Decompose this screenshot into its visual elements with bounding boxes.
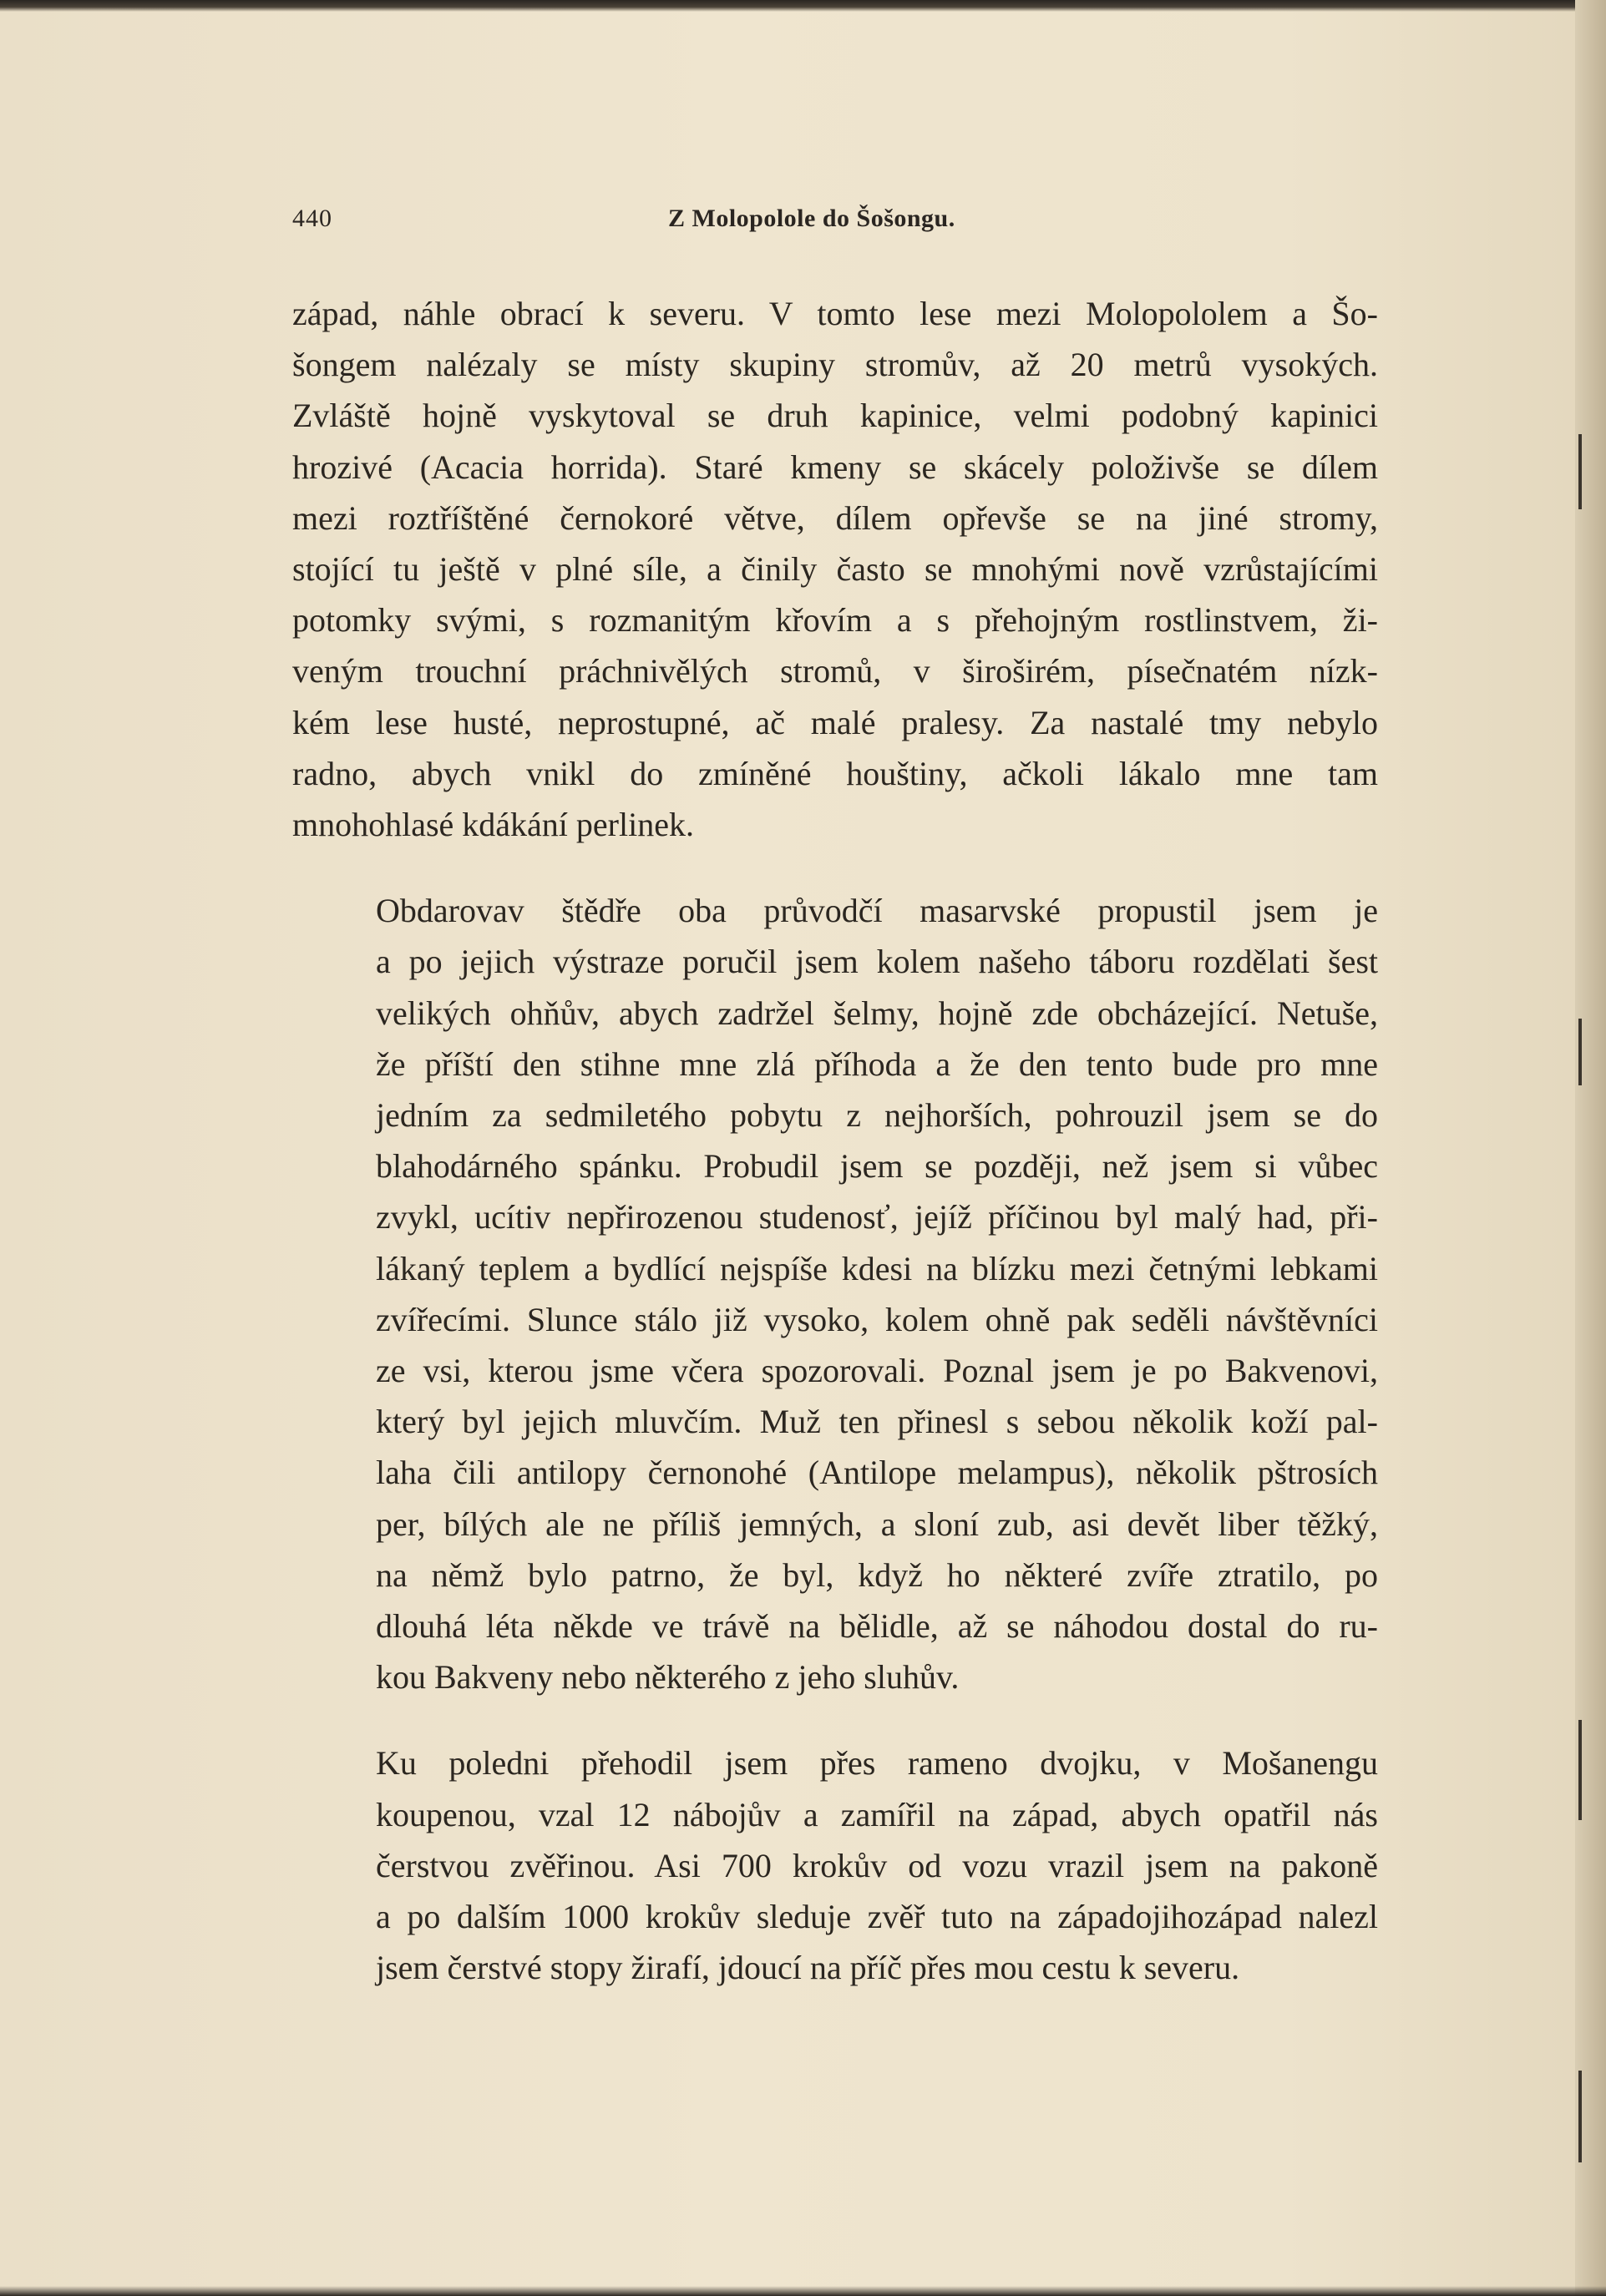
- text-line: stojící tu ještě v plné síle, a činily často se mnohými nově vzrůstajícími: [292, 550, 1378, 589]
- text-line: laha čili antilopy černonohé (Antilope melampus), několik pštrosích: [376, 1454, 1378, 1492]
- text-line: zvířecími. Slunce stálo již vysoko, kolem ohně pak seděli návštěvníci: [376, 1300, 1378, 1338]
- text-line: ze vsi, kterou jsme včera spozorovali. Poznal jsem je po Bakvenovi,: [376, 1352, 1378, 1390]
- edge-mark: [1578, 2071, 1582, 2162]
- edge-mark: [1578, 434, 1582, 509]
- text-line: a po jejich výstraze poručil jsem kolem našeho táboru rozdělati šest: [376, 943, 1378, 981]
- text-line: Obdarovav štědře oba průvodčí masarvské propustil jsem je: [376, 892, 1378, 930]
- text-line: koupenou, vzal 12 nábojův a zamířil na západ, abych opatřil nás: [376, 1795, 1378, 1833]
- text-line: potomky svými, s rozmanitým křovím a s přehojným rostlinstvem, ži-: [292, 601, 1378, 640]
- page-number: 440: [292, 205, 332, 232]
- body-text: [292, 288, 1378, 1994]
- text-line: že příští den stihne mne zlá příhoda a že den tento bude pro mne: [376, 1044, 1378, 1083]
- text-line: velikých ohňův, abych zadržel šelmy, hojně zde obcházející. Netuše,: [376, 994, 1378, 1032]
- scan-right-edge: [1575, 0, 1606, 2296]
- edge-mark: [1578, 1019, 1582, 1085]
- edge-mark: [1578, 1720, 1582, 1820]
- paragraph: [292, 885, 1378, 1702]
- scan-bottom-edge: [0, 2286, 1606, 2296]
- paragraph: [292, 288, 1378, 850]
- text-line: čerstvou zvěřinou. Asi 700 krokův od vozu vrazil jsem na pakoně: [376, 1846, 1378, 1884]
- text-line: lákaný teplem a bydlící nejspíše kdesi na blízku mezi četnými lebkami: [376, 1249, 1378, 1287]
- text-line: na němž bylo patrno, že byl, když ho některé zvíře ztratilo, po: [376, 1555, 1378, 1594]
- text-line: kou Bakveny nebo některého z jeho sluhův.: [376, 1658, 960, 1697]
- text-line: mezi roztříštěné černokoré větve, dílem opřevše se na jiné stromy,: [292, 498, 1378, 537]
- text-line: hrozivé (Acacia horrida). Staré kmeny se skácely položivše se dílem: [292, 448, 1378, 486]
- text-line: Ku poledni přehodil jsem přes rameno dvojku, v Mošanengu: [376, 1744, 1378, 1783]
- text-line: mnohohlasé kdákání perlinek.: [292, 806, 694, 844]
- text-line: blahodárného spánku. Probudil jsem se později, než jsem si vůbec: [376, 1147, 1378, 1186]
- text-line: jsem čerstvé stopy žirafí, jdoucí na příč přes mou cestu k severu.: [376, 1949, 1240, 1987]
- text-line: zvykl, ucítiv nepřirozenou studenosť, jejíž příčinou byl malý had, při-: [376, 1198, 1378, 1237]
- text-line: radno, abych vnikl do zmíněné houštiny, ačkoli lákalo mne tam: [292, 754, 1378, 792]
- text-line: per, bílých ale ne příliš jemných, a sloní zub, asi devět liber těžký,: [376, 1505, 1378, 1543]
- text-line: kém lese husté, neprostupné, ač malé pralesy. Za nastalé tmy nebylo: [292, 703, 1378, 741]
- scan-top-edge: [0, 0, 1606, 12]
- text-line: Zvláště hojně vyskytoval se druh kapinice, velmi podobný kapinici: [292, 397, 1378, 435]
- text-line: který byl jejich mluvčím. Muž ten přinesl s sebou několik koží pal-: [376, 1403, 1378, 1441]
- text-line: a po dalším 1000 krokův sleduje zvěř tuto na západojihozápad nalezl: [376, 1898, 1378, 1936]
- running-head: Z Molopolole do Šošongu.: [668, 205, 955, 232]
- paragraph: [292, 1737, 1378, 1993]
- text-line: veným trouchní práchnivělých stromů, v široširém, písečnatém nízk-: [292, 652, 1378, 690]
- text-line: šongem nalézaly se místy skupiny stromův, až 20 metrů vysokých.: [292, 346, 1378, 384]
- text-line: jedním za sedmiletého pobytu z nejhorších, pohrouzil jsem se do: [376, 1096, 1378, 1135]
- text-line: západ, náhle obrací k severu. V tomto lese mezi Molopololem a Šo-: [292, 295, 1378, 332]
- page-header: [292, 205, 1019, 246]
- text-line: dlouhá léta někde ve trávě na bělidle, až se náhodou dostal do ru-: [376, 1607, 1378, 1646]
